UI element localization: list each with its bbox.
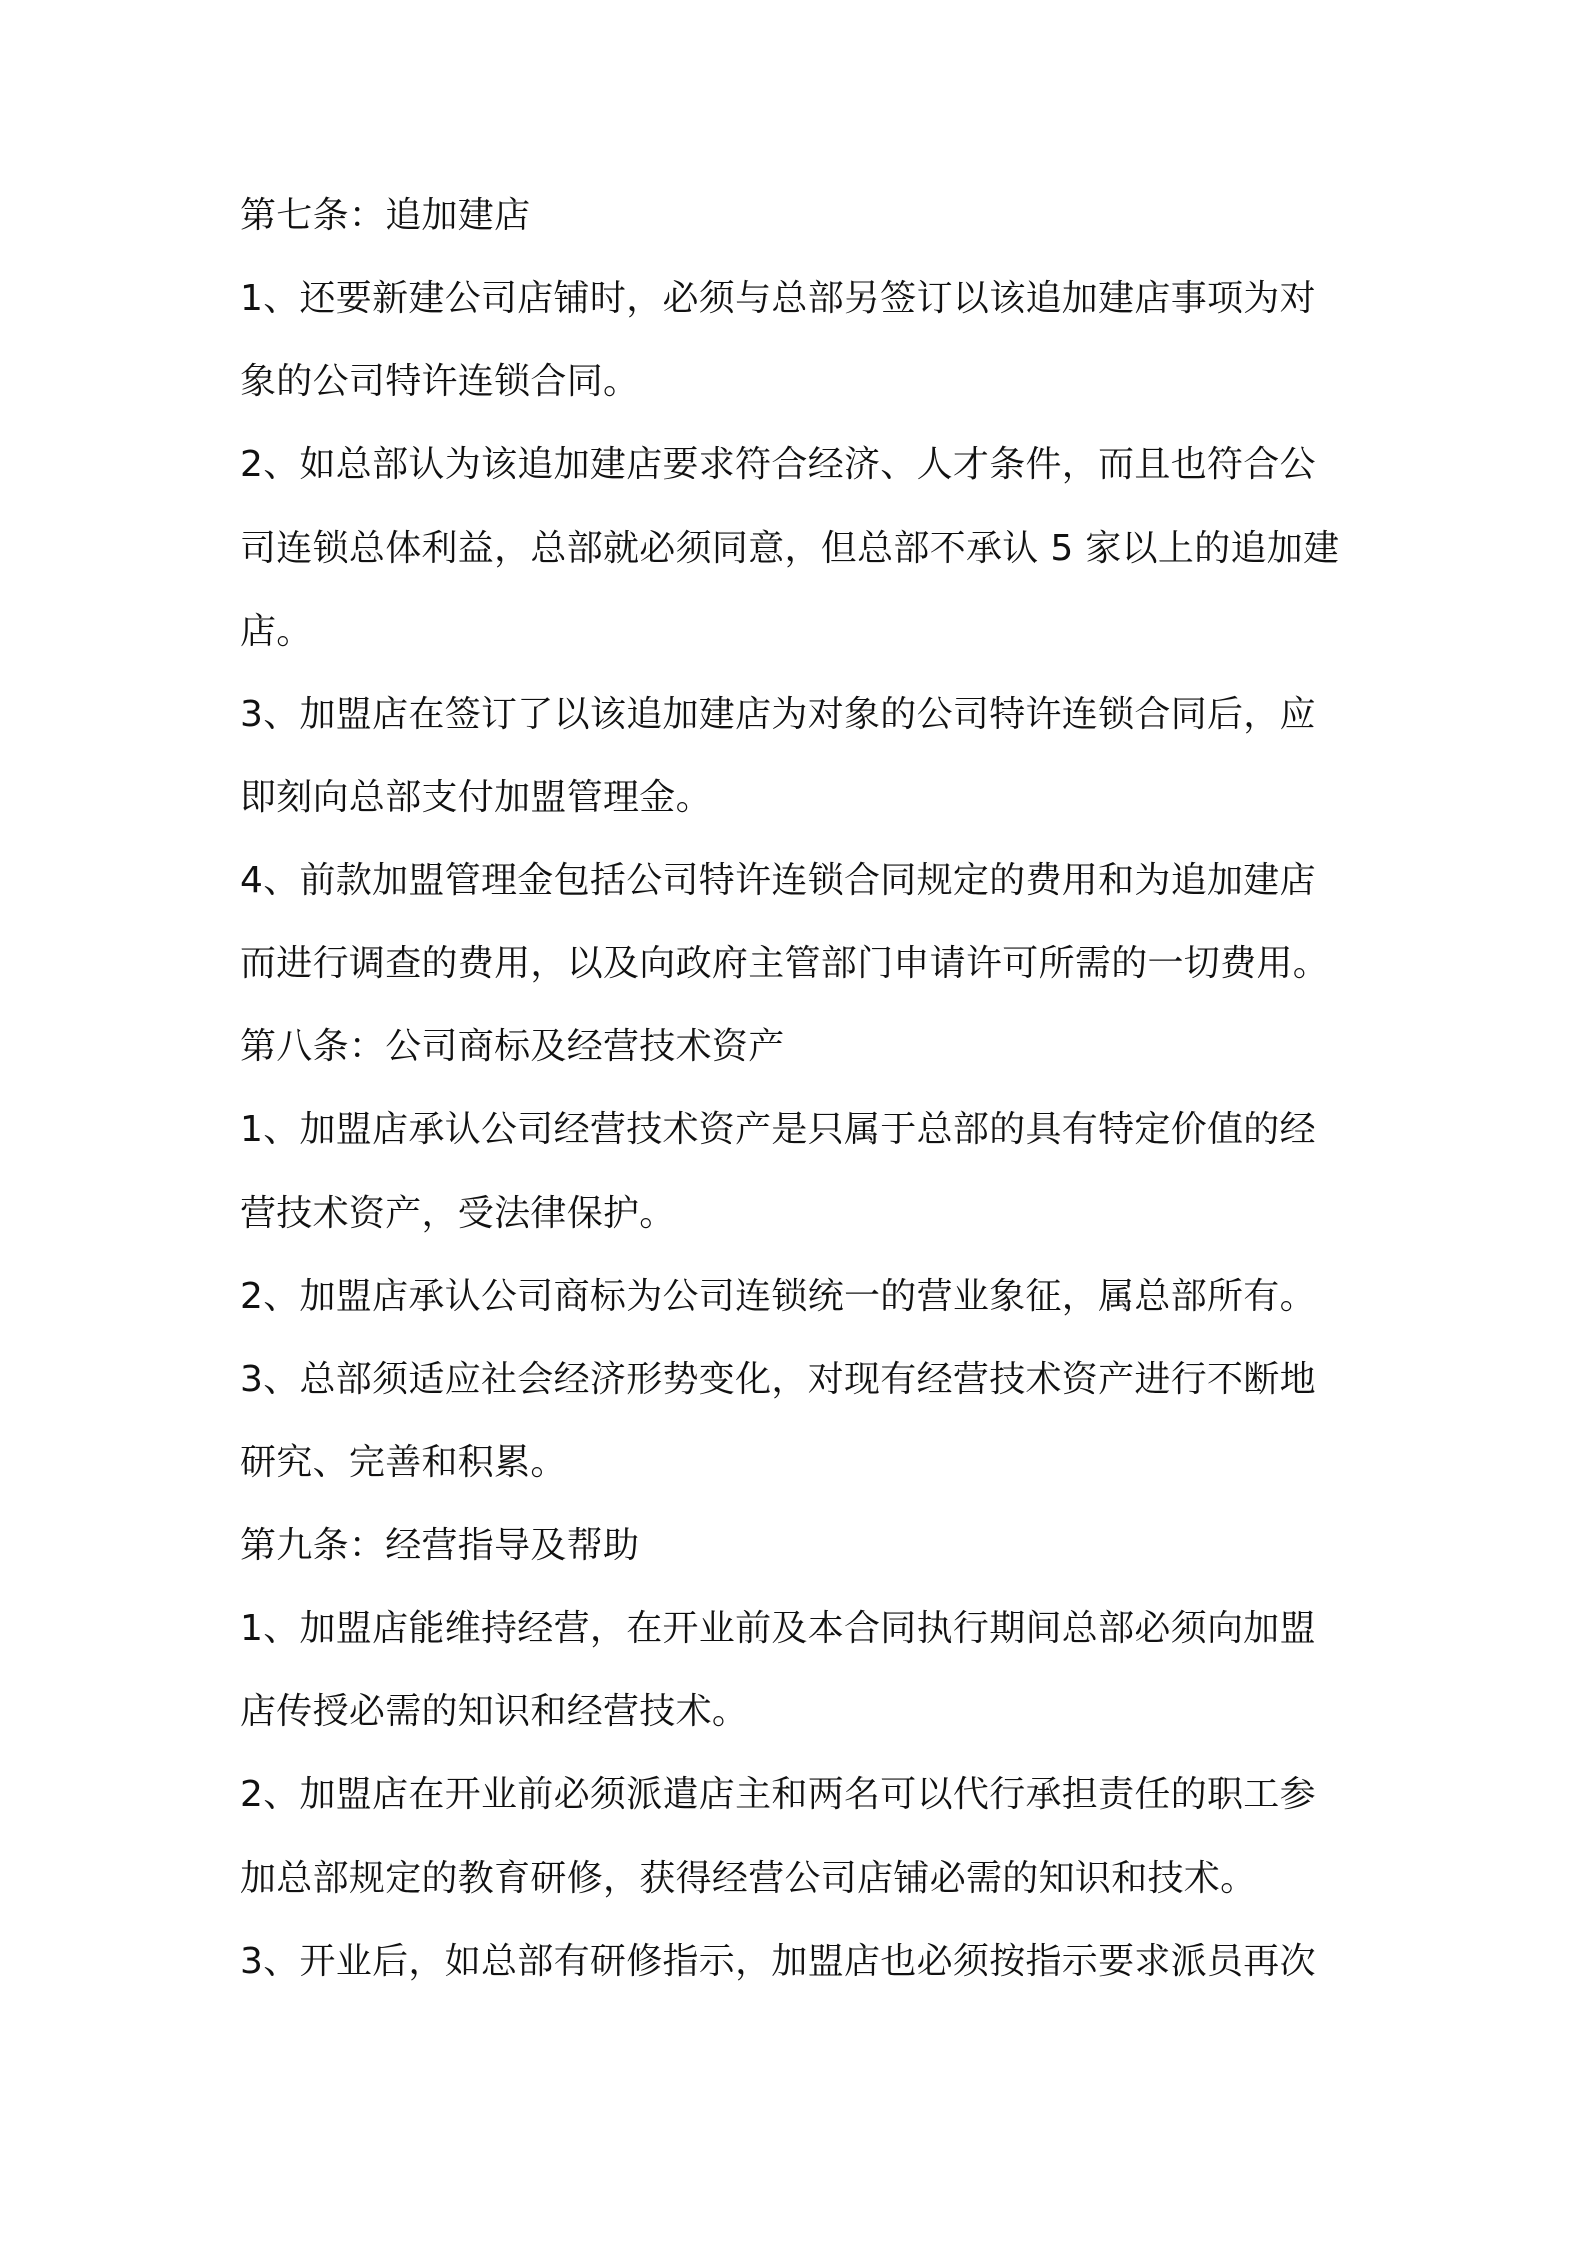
paragraph-line: 3、加盟店在签订了以该追加建店为对象的公司特许连锁合同后，应 — [240, 694, 1316, 735]
paragraph-line: 加总部规定的教育研修，获得经营公司店铺必需的知识和技术。 — [240, 1858, 1257, 1899]
paragraph-line: 店传授必需的知识和经营技术。 — [240, 1691, 749, 1732]
paragraph-line: 2、加盟店承认公司商标为公司连锁统一的营业象征，属总部所有。 — [240, 1276, 1316, 1317]
paragraph-line: 1、加盟店能维持经营，在开业前及本合同执行期间总部必须向加盟 — [240, 1608, 1316, 1649]
paragraph-line: 司连锁总体利益，总部就必须同意，但总部不承认 5 家以上的追加建 — [240, 528, 1340, 569]
paragraph-line: 2、如总部认为该追加建店要求符合经济、人才条件，而且也符合公 — [240, 444, 1316, 485]
article-9-heading: 第九条：经营指导及帮助 — [240, 1525, 640, 1566]
article-7-heading: 第七条：追加建店 — [240, 195, 531, 236]
paragraph-line: 研究、完善和积累。 — [240, 1442, 567, 1483]
paragraph-line: 而进行调查的费用，以及向政府主管部门申请许可所需的一切费用。 — [240, 943, 1330, 984]
paragraph-line: 象的公司特许连锁合同。 — [240, 361, 640, 402]
paragraph-line: 1、还要新建公司店铺时，必须与总部另签订以该追加建店事项为对 — [240, 278, 1316, 319]
paragraph-line: 即刻向总部支付加盟管理金。 — [240, 777, 712, 818]
paragraph-line: 4、前款加盟管理金包括公司特许连锁合同规定的费用和为追加建店 — [240, 860, 1316, 901]
paragraph-line: 3、开业后，如总部有研修指示，加盟店也必须按指示要求派员再次 — [240, 1941, 1316, 1982]
paragraph-line: 2、加盟店在开业前必须派遣店主和两名可以代行承担责任的职工参 — [240, 1774, 1316, 1815]
paragraph-line: 营技术资产，受法律保护。 — [240, 1193, 676, 1234]
paragraph-line: 店。 — [240, 611, 313, 652]
paragraph-line: 1、加盟店承认公司经营技术资产是只属于总部的具有特定价值的经 — [240, 1109, 1316, 1150]
paragraph-line: 3、总部须适应社会经济形势变化，对现有经营技术资产进行不断地 — [240, 1359, 1316, 1400]
article-8-heading: 第八条：公司商标及经营技术资产 — [240, 1026, 785, 1067]
